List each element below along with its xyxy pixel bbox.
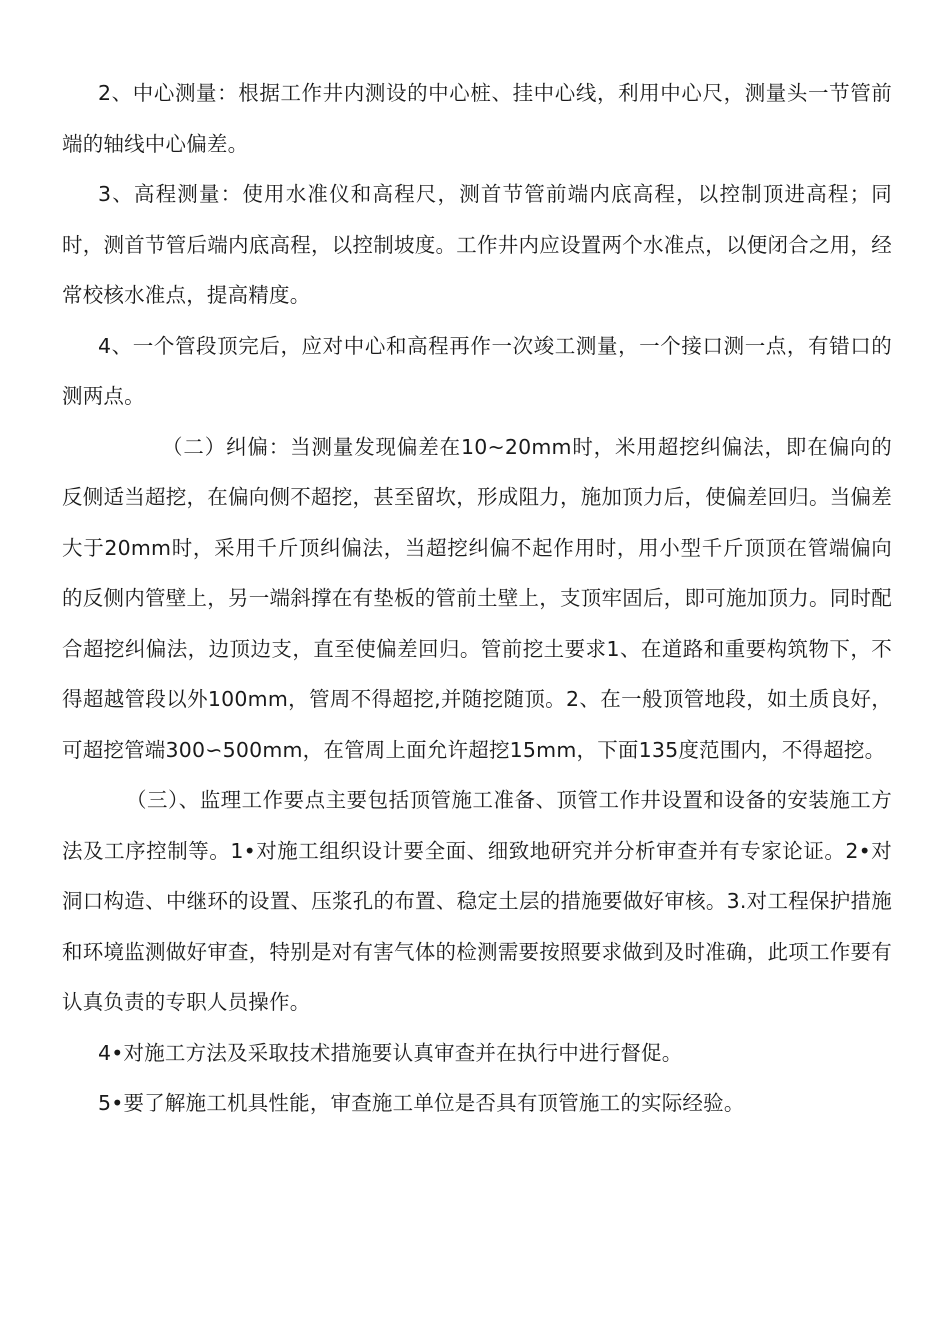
paragraph-completion-survey: 4、一个管段顶完后，应对中心和高程再作一次竣工测量，一个接口测一点，有错口的测两点。: [62, 333, 892, 408]
paragraph-deviation-correction: （二）纠偏：当测量发现偏差在10~20mm时，米用超挖纠偏法，即在偏向的反侧适当超挖，在偏向侧不超挖，甚至留坎，形成阻力，施加顶力后，使偏差回归。当偏差大于20mm时，采用千斤顶纠偏法，当超挖纠偏不起作用时，用小型千斤顶顶在管端偏向的反侧内管壁上，另一端斜撑在有垫板的管前土壁上，支顶牢固后，即可施加顶力。同时配合超挖纠偏法，边顶边支，直至使偏差回归。管前挖土要求1、在道路和重要构筑物下，不得超越管段以外100mm，管周不得超挖,并随挖随顶。2、在一般顶管地段，如土质良好，可超挖管端300∽500mm，在管周上面允许超挖15mm，下面135度范围内，不得超挖。: [62, 434, 892, 762]
paragraph-center-measurement: 2、中心测量：根据工作井内测设的中心桩、挂中心线，利用中心尺，测量头一节管前端的轴线中心偏差。: [62, 81, 892, 156]
paragraph-supervision-points: （三）、监理工作要点主要包括顶管施工准备、顶管工作井设置和设备的安装施工方法及工序控制等。1•对施工组织设计要全面、细致地研究并分析审查并有专家论证。2•对洞口构造、中继环的设置、压浆孔的布置、稳定土层的措施要做好审核。3.对工程保护措施和环境监测做好审查，特别是对有害气体的检测需要按照要求做到及时准确，此项工作要有认真负责的专职人员操作。: [62, 788, 892, 1014]
paragraph-elevation-measurement: 3、高程测量：使用水准仪和高程尺，测首节管前端内底高程，以控制顶进高程；同时，测首节管后端内底高程，以控制坡度。工作井内应设置两个水准点，以便闭合之用，经常校核水准点，提高精度。: [62, 182, 892, 307]
document-page: [62, 68, 892, 1129]
paragraph-equipment-review: 5•要了解施工机具性能，审查施工单位是否具有顶管施工的实际经验。: [98, 1091, 745, 1115]
paragraph-method-review: 4•对施工方法及采取技术措施要认真审查并在执行中进行督促。: [98, 1040, 683, 1065]
